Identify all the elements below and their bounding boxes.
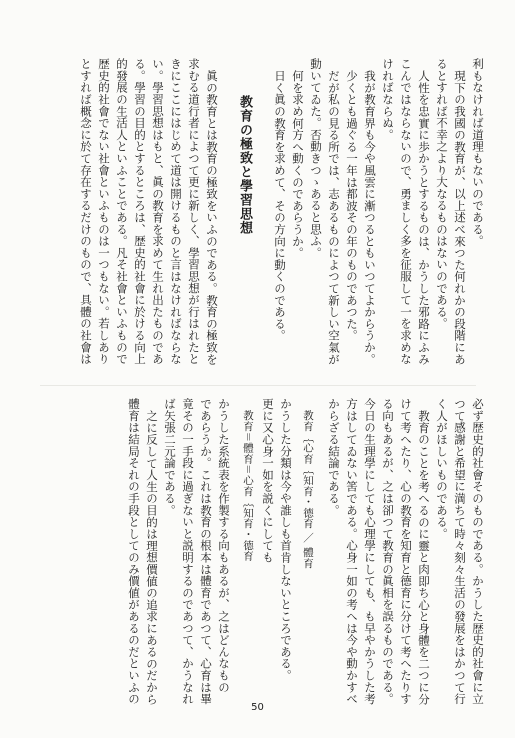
- text-line: つて感謝と希望に満ちて時々刻々生活の發展をはかつて行: [453, 398, 467, 705]
- text-line: 求むる道行者によつて更に新しく、學習思想が行はれたと: [187, 58, 201, 365]
- text-line: 教育のことを考へるのに靈と肉即ち心と身體を二つに分: [417, 410, 431, 705]
- text-line: 今日の生理學にしても心理學にしても、も早やかうした考: [363, 398, 377, 705]
- divider: [40, 385, 476, 386]
- text-line: けて考へたり、心の教育を知育と德育に分けて考へたりす: [399, 398, 413, 705]
- text-line: かうした分類は今や誰しも首肯しないところである。: [279, 398, 293, 682]
- text-line: 歴史的社會でない社會といふものは一つもない。若しあり: [97, 58, 111, 365]
- text-line: 何を求め何方へ動くのであらうか。: [291, 70, 305, 259]
- text-line: い。學習思想はもと、眞の教育を求めて生れ出たものであ: [151, 58, 165, 365]
- text-line: 人性を忠實に歩かうとするものは、かうした邪路にふみ: [417, 70, 431, 365]
- text-line: 現下の我國の教育が、以上述べ來つた何れかの段階にあ: [453, 70, 467, 365]
- classification-diagram: 教育＝體育＝心育｛知育・德育: [242, 410, 254, 562]
- text-line: 我が教育界も今や風雲に漸つるともいつてよからうか。: [363, 70, 377, 365]
- text-line: からざる結論である。: [327, 398, 341, 516]
- text-line: 少くとも過ぐる一年は都波その年のものであつた。: [345, 70, 359, 342]
- text-line: 更に又心身一如を説くにしても: [261, 398, 275, 564]
- text-line: 之に反して人生の目的は理想價値の追求にあるのだから: [145, 410, 159, 705]
- text-line: 日く眞の教育を求めて、その方向に動くのである。: [273, 70, 287, 342]
- text-line: とすれば概念に於て存在するだけのもので、具體の社會は: [79, 58, 93, 365]
- text-line: 竟その一手段に過ぎないと説明するのであつて、かうなれ: [181, 398, 195, 705]
- text-line: きにここにはじめて道は開けるものと言はなければならな: [169, 58, 183, 365]
- text-line: 動いてゐた。否動きつゝあると思ふ。: [309, 58, 323, 259]
- text-line: 方はしてゐない筈である。心身一如の考へは今や動かすべ: [345, 398, 359, 705]
- text-line: る向もあるが、之は卻つて教育の眞相を誤るものである。: [381, 398, 395, 705]
- text-line: る。學習の目的とするところは、歴史的社會に於ける向上: [133, 58, 147, 365]
- section-heading: 教育の極致と學習思想: [237, 95, 252, 235]
- text-line: 體育は結局それの手段としてのみ價値があるのだといふの: [127, 398, 141, 705]
- text-line: 利もなければ道理もないのである。: [471, 58, 485, 247]
- text-line: く人がほしいものである。: [435, 398, 449, 540]
- text-line: であらうか。これは教育の根本は體育であつて、心育は畢: [199, 398, 213, 705]
- text-line: るとすれば不幸之より大なるものはないのである。: [435, 58, 449, 330]
- text-line: 眞の教育とは教育の極致をいふのである。教育の極致を: [205, 70, 219, 365]
- text-line: 的發展の生活人といふことである。凡そ社會といふもので: [115, 58, 129, 365]
- text-line: かうした系統表を作製する向もあるが、之はどんなもの: [217, 398, 231, 693]
- classification-diagram: 教育｛心育｛知育・德育 ／ 體育: [302, 410, 314, 569]
- text-line: ければならぬ。: [381, 58, 395, 141]
- text-line: だが私の見る所では、志あるものによつて新しい空氣が: [327, 70, 341, 365]
- text-line: ば矢張二元論である。: [163, 398, 177, 516]
- text-line: 必ず歴史的社會そのものである。かうした歴史的社會に立: [471, 398, 485, 705]
- text-line: こんではならないので、勇ましく多を征服して一を求めな: [399, 58, 413, 365]
- page-number: 50: [251, 702, 264, 713]
